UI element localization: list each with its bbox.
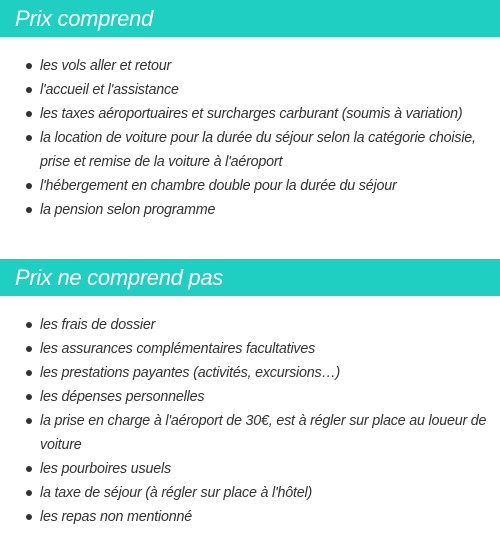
list-item-text: les repas non mentionné [40, 509, 192, 525]
included-header: Prix comprend [0, 0, 500, 37]
bullet-icon [26, 135, 32, 141]
included-list [0, 37, 500, 222]
list-item [26, 457, 488, 481]
list-item-text: l'hébergement en chambre double pour la durée du séjour [40, 178, 397, 194]
list-item [26, 198, 488, 222]
included-section [0, 0, 500, 222]
bullet-icon [26, 466, 32, 472]
list-item-text: l'accueil et l'assistance [40, 82, 179, 98]
bullet-icon [26, 394, 32, 400]
not-included-section [0, 259, 500, 529]
bullet-icon [26, 370, 32, 376]
bullet-icon [26, 418, 32, 424]
list-item [26, 54, 488, 78]
list-item-text: les prestations payantes (activités, excursions…) [40, 365, 341, 381]
list-item [26, 126, 488, 174]
bullet-icon [26, 490, 32, 496]
list-item [26, 481, 488, 505]
bullet-icon [26, 207, 32, 213]
not-included-list [0, 296, 500, 529]
bullet-icon [26, 346, 32, 352]
list-item [26, 313, 488, 337]
list-item-text: les vols aller et retour [40, 58, 172, 74]
bullet-icon [26, 183, 32, 189]
list-item-text: les dépenses personnelles [40, 389, 205, 405]
list-item-text: les frais de dossier [40, 317, 156, 333]
list-item [26, 174, 488, 198]
list-item-text: les pourboires usuels [40, 461, 171, 477]
list-item-text: la location de voiture pour la durée du séjour selon la catégorie choisie, prise et remise de la voiture à l'aéroport [40, 130, 476, 170]
bullet-icon [26, 63, 32, 69]
bullet-icon [26, 322, 32, 328]
list-item-text: la pension selon programme [40, 202, 216, 218]
list-item [26, 385, 488, 409]
bullet-icon [26, 111, 32, 117]
list-item [26, 78, 488, 102]
list-item-text: les assurances complémentaires facultatives [40, 341, 316, 357]
list-item [26, 102, 488, 126]
bullet-icon [26, 87, 32, 93]
bullet-icon [26, 514, 32, 520]
list-item [26, 505, 488, 529]
list-item-text: les taxes aéroportuaires et surcharges carburant (soumis à variation) [40, 106, 463, 122]
list-item [26, 409, 488, 457]
not-included-header: Prix ne comprend pas [0, 259, 500, 296]
list-item-text: la prise en charge à l'aéroport de 30€, est à régler sur place au loueur de voiture [40, 413, 487, 453]
list-item [26, 361, 488, 385]
list-item [26, 337, 488, 361]
list-item-text: la taxe de séjour (à régler sur place à l'hôtel) [40, 485, 313, 501]
